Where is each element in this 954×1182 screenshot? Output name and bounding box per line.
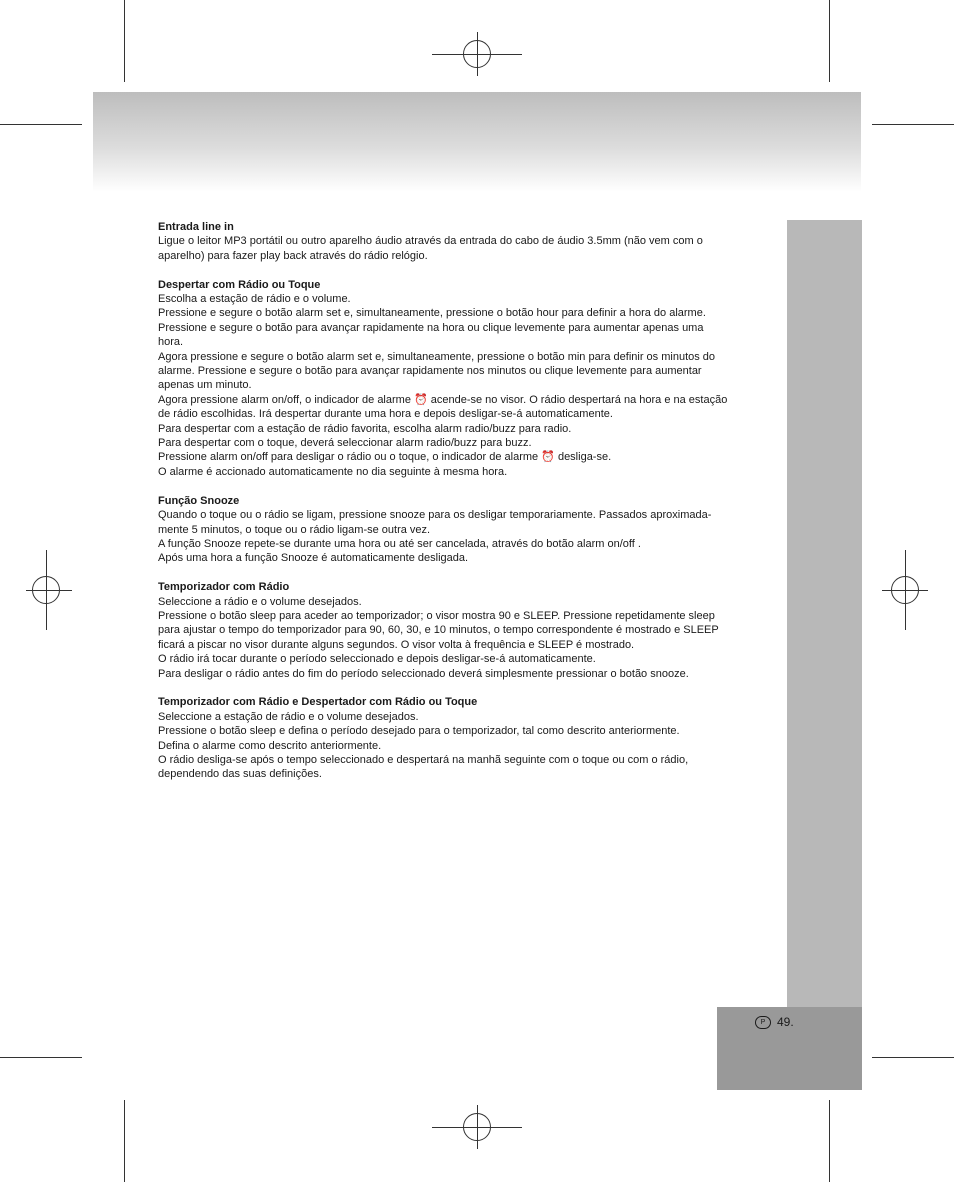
section-line-in: [158, 220, 758, 263]
page-number: [755, 1015, 794, 1029]
text-line: dependendo das suas definições.: [158, 768, 322, 781]
text-line: Para despertar com a estação de rádio favorita, escolha alarm radio/buzz para radio.: [158, 422, 572, 435]
section-heading: Despertar com Rádio ou Toque: [158, 278, 321, 291]
text-line: Defina o alarme como descrito anteriormente.: [158, 739, 382, 752]
section-wake-radio-buzz: [158, 278, 758, 480]
text-line: Seleccione a estação de rádio e o volume desejados.: [158, 710, 419, 723]
text-line: para ajustar o tempo do temporizador para 90, 60, 30, e 10 minutos, o tempo correspondente é mostrado e SLEEP: [158, 624, 719, 637]
section-sleep-timer: [158, 580, 758, 681]
text-line: Ligue o leitor MP3 portátil ou outro aparelho áudio através da entrada do cabo de áudio 3.5mm (não vem com o: [158, 235, 703, 248]
text-line: Seleccione a rádio e o volume desejados.: [158, 595, 362, 608]
text-line: Pressione e segure o botão alarm set e, simultaneamente, pressione o botão hour para definir a hora do alarme.: [158, 307, 706, 320]
section-sleep-and-alarm: [158, 695, 758, 781]
text-line: Pressione alarm on/off para desligar o rádio ou o toque, o indicador de alarme ⏰ desliga-se.: [158, 451, 612, 464]
text-line: mente 5 minutos, o toque ou o rádio ligam-se outra vez.: [158, 523, 431, 536]
text-line: hora.: [158, 336, 184, 349]
text-line: aparelho) para fazer play back através do rádio relógio.: [158, 249, 428, 262]
section-snooze: [158, 494, 758, 566]
section-heading: Temporizador com Rádio: [158, 581, 290, 594]
side-tab: [787, 220, 862, 1008]
text-line: Agora pressione alarm on/off, o indicador de alarme ⏰ acende-se no visor. O rádio despertará na hora e na estação: [158, 393, 728, 406]
text-line: Para desligar o rádio antes do fim do período seleccionado deverá simplesmente pressionar o botão snooze.: [158, 667, 689, 680]
text-line: O alarme é accionado automaticamente no dia seguinte à mesma hora.: [158, 465, 508, 478]
section-heading: Entrada line in: [158, 221, 234, 233]
language-badge: P: [755, 1016, 771, 1029]
text-line: de rádio escolhidas. Irá despertar durante uma hora e depois desligar-se-á automaticamente.: [158, 408, 613, 421]
page-number-text: 49.: [777, 1015, 794, 1029]
text-line: O rádio desliga-se após o tempo seleccionado e despertará na manhã seguinte com o toque ou com o rádio,: [158, 753, 689, 766]
text-line: Pressione e segure o botão para avançar rapidamente na hora ou clique levemente para aumentar apenas uma: [158, 321, 704, 334]
text-line: apenas um minuto.: [158, 379, 252, 392]
text-line: Após uma hora a função Snooze é automaticamente desligada.: [158, 552, 469, 565]
section-heading: Função Snooze: [158, 494, 240, 507]
text-line: O rádio irá tocar durante o período seleccionado e depois desligar-se-á automaticamente.: [158, 653, 596, 666]
text-line: Quando o toque ou o rádio se ligam, pressione snooze para os desligar temporariamente. Passados aproximada-: [158, 509, 712, 522]
text-line: A função Snooze repete-se durante uma hora ou até ser cancelada, através do botão alarm on/off .: [158, 537, 641, 550]
text-line: Escolha a estação de rádio e o volume.: [158, 293, 351, 306]
text-line: Pressione o botão sleep para aceder ao temporizador; o visor mostra 90 e SLEEP. Pressione repetidamente sleep: [158, 609, 715, 622]
text-line: Pressione o botão sleep e defina o período desejado para o temporizador, tal como descrito anteriormente.: [158, 725, 680, 738]
section-heading: Temporizador com Rádio e Despertador com Rádio ou Toque: [158, 696, 478, 709]
text-line: Agora pressione e segure o botão alarm set e, simultaneamente, pressione o botão min para definir os minutos do: [158, 350, 716, 363]
text-line: Para despertar com o toque, deverá seleccionar alarm radio/buzz para buzz.: [158, 437, 532, 450]
document-body: [158, 220, 758, 796]
text-line: ficará a piscar no visor durante alguns segundos. O visor volta à frequência e SLEEP é mostrado.: [158, 638, 635, 651]
header-band: [93, 92, 861, 192]
text-line: alarme. Pressione e segure o botão para avançar rapidamente nos minutos ou clique levemente para aumentar: [158, 365, 702, 378]
